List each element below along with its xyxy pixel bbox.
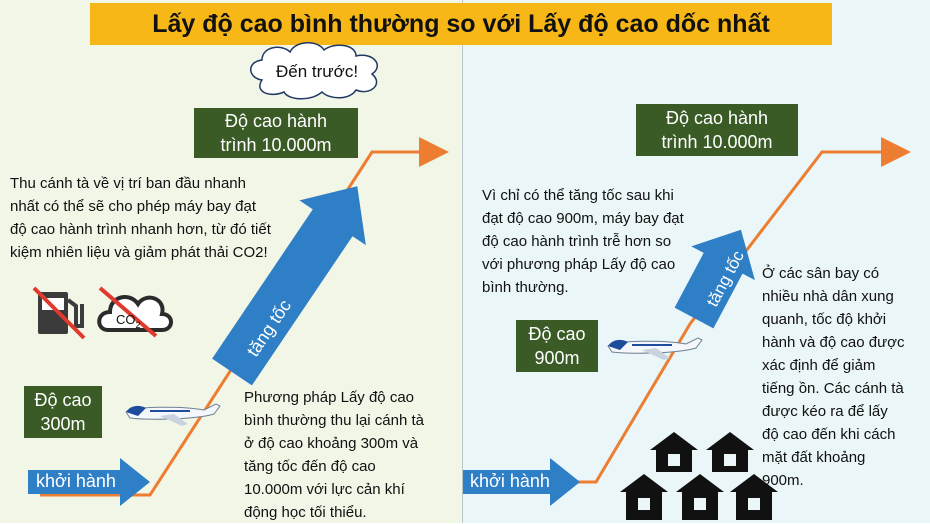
house-icon: [650, 432, 698, 472]
text-line: Thu cánh tà về vị trí ban đầu nhanh: [10, 175, 246, 192]
accel-label-right: tăng tốc: [702, 247, 748, 310]
text-line: Phương pháp Lấy độ cao: [244, 389, 415, 406]
intro-text-left: [10, 172, 340, 264]
text-line: xác định để giảm: [762, 357, 876, 374]
cruise-box-line: trình 10.000m: [661, 132, 773, 152]
text-line: độ cao hành trình nhanh hơn, từ đó tiết: [10, 221, 271, 238]
text-line: Vì chỉ có thể tăng tốc sau khi: [482, 187, 674, 204]
cloud-label: Đến trước!: [276, 62, 359, 81]
houses-group: [620, 432, 778, 520]
method-text-left: [244, 386, 458, 524]
cruise-box-line: trình 10.000m: [220, 135, 332, 155]
side-text-right: [762, 262, 928, 492]
page-title: Lấy độ cao bình thường so với Lấy độ cao dốc nhất: [152, 10, 770, 38]
text-line: mặt đất khoảng: [762, 449, 866, 466]
depart-label-right: khởi hành: [470, 471, 550, 491]
text-line: 10.000m với lực cản khí: [244, 481, 405, 498]
text-line: tiếng ồn. Các cánh tà: [762, 380, 904, 397]
accel-label-left: tăng tốc: [242, 295, 296, 361]
text-line: hành và độ cao được: [762, 334, 905, 351]
text-line: 900m.: [762, 472, 804, 489]
house-icon: [620, 474, 668, 520]
text-line: độ cao hành trình trễ hơn so: [482, 233, 672, 250]
altitude-box-line: 300m: [40, 414, 86, 434]
text-line: tăng tốc đến độ cao: [244, 458, 376, 475]
altitude-box-right: [516, 320, 598, 372]
cruise-box-line: Độ cao hành: [665, 108, 769, 128]
altitude-box-line: Độ cao: [528, 324, 586, 344]
cruise-box-line: Độ cao hành: [224, 111, 328, 131]
text-line: kiệm nhiên liệu và giảm phát thải CO2!: [10, 244, 268, 261]
house-icon: [706, 432, 754, 472]
text-line: Ở các sân bay có: [762, 265, 880, 282]
altitude-box-line: 900m: [534, 348, 580, 368]
cruise-altitude-box-right: [636, 104, 798, 156]
airplane-icon: [608, 338, 702, 360]
cruise-altitude-box-left: [194, 108, 358, 158]
altitude-box-line: Độ cao: [34, 390, 92, 410]
depart-label-left: khởi hành: [36, 471, 116, 491]
text-line: ở độ cao khoảng 300m và: [244, 435, 419, 452]
text-line: với phương pháp Lấy độ cao: [482, 256, 676, 273]
text-line: động học tối thiểu.: [244, 504, 367, 521]
house-icon: [676, 474, 724, 520]
text-line: quanh, tốc độ khởi: [762, 311, 887, 328]
text-line: nhất có thể sẽ cho phép máy bay đạt: [10, 198, 256, 215]
text-line: được kéo ra để lấy: [762, 403, 888, 420]
text-line: bình thường thu lại cánh tà: [244, 412, 424, 429]
co2-label: $CO_2$: [116, 312, 141, 330]
text-line: đạt độ cao 900m, máy bay đạt: [482, 210, 684, 227]
altitude-box-left: [24, 386, 102, 438]
text-line: bình thường.: [482, 279, 569, 296]
text-line: độ cao đến khi cách: [762, 426, 896, 443]
fuel-pump-icon: [34, 288, 84, 338]
text-line: nhiều nhà dân xung: [762, 288, 894, 305]
intro-text-right: [482, 184, 722, 299]
